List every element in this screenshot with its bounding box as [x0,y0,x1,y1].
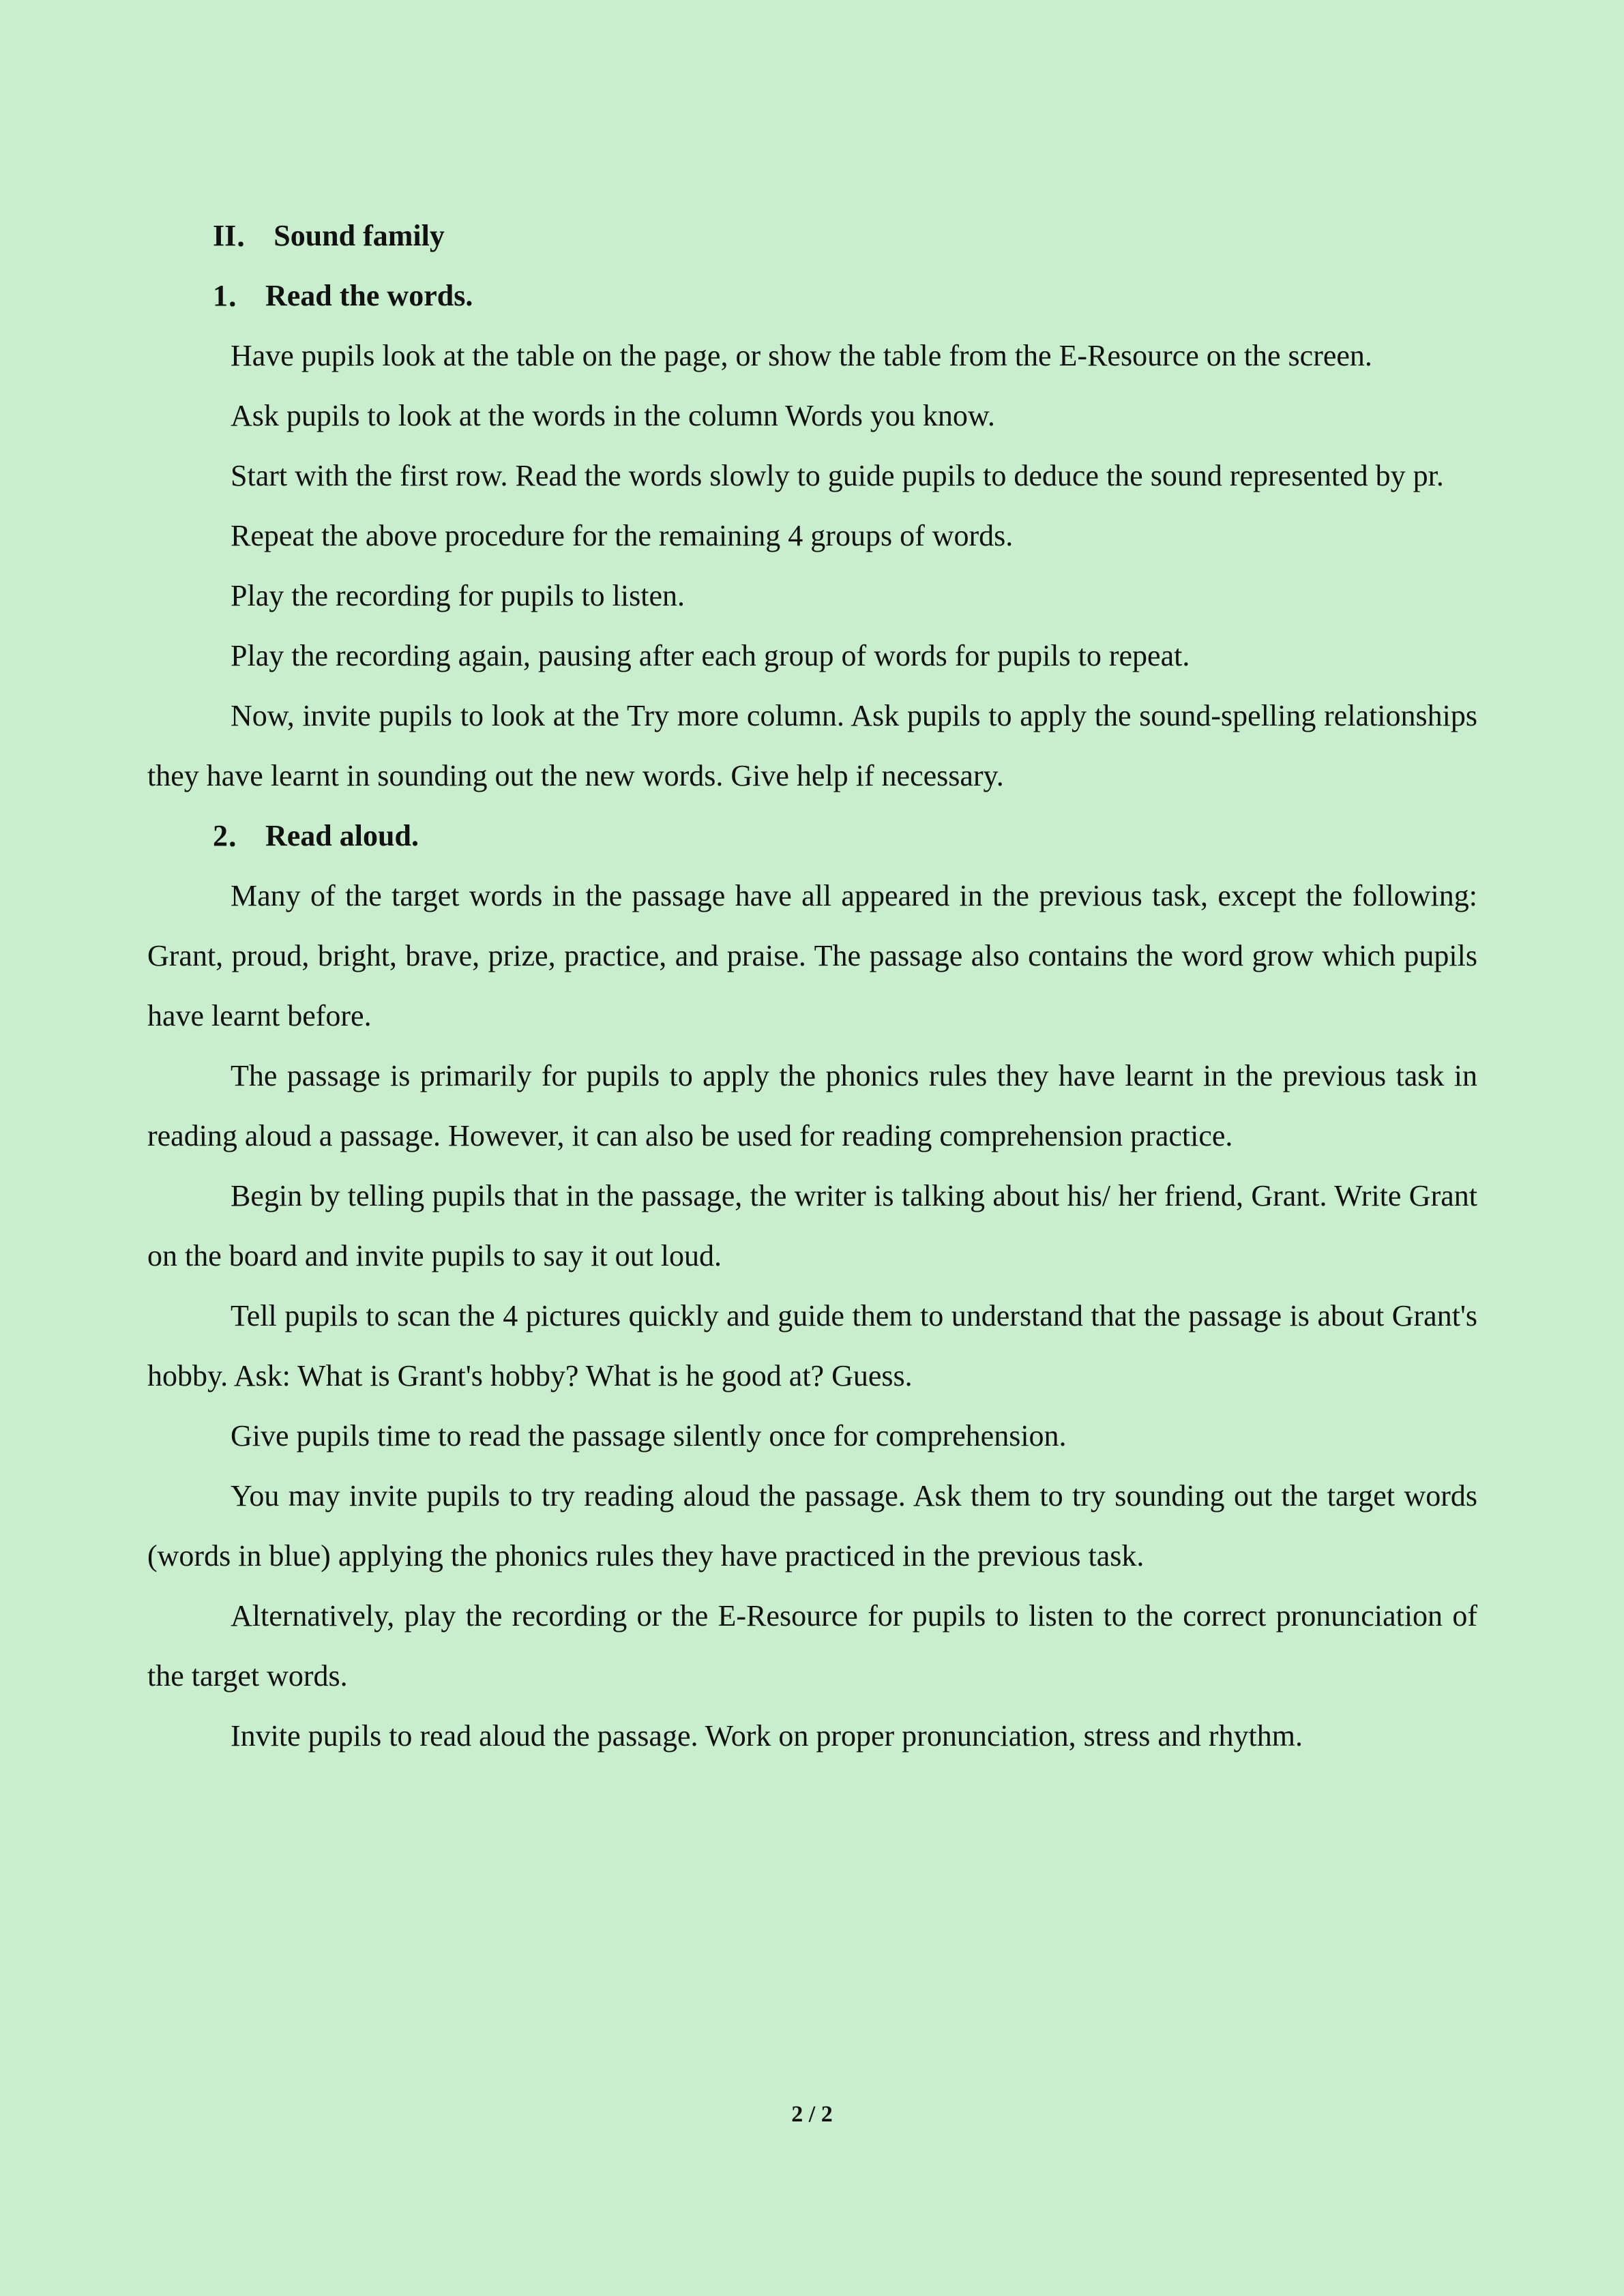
list-item [147,1466,1477,1586]
subsection-heading-read-aloud: 2． Read aloud. [213,819,419,852]
list-item [147,1166,1477,1286]
list-item-text: Begin by telling pupils that in the passage, the writer is talking about his/ her friend, Grant. Write Grant on the board and invite pupils to say it out loud. [147,1179,1477,1272]
list-item [147,506,1477,566]
page-number: 2 / 2 [791,2102,833,2127]
list-item-text: Play the recording again, pausing after each group of words for pupils to repeat. [231,639,1190,672]
list-item [147,1406,1477,1466]
list-item-text: Play the recording for pupils to listen. [231,579,685,612]
list-item-text: Ask pupils to look at the words in the column Words you know. [231,399,995,432]
list-item [147,626,1477,686]
list-item-text: You may invite pupils to try reading aloud the passage. Ask them to try sounding out the target words (words in blue) applying the phonics rules they have practiced in the previous task. [147,1479,1477,1572]
subsection-heading-read-the-words: 1． Read the words. [213,279,473,312]
list-item-text: Give pupils time to read the passage silently once for comprehension. [231,1419,1067,1452]
list-item-text: The passage is primarily for pupils to apply the phonics rules they have learnt in the previous task in reading aloud a passage. However, it can also be used for reading comprehension practice. [147,1059,1477,1152]
list-item [147,386,1477,446]
list-item [147,1046,1477,1166]
document-body [147,206,1477,1766]
list-item [147,566,1477,626]
list-item-text: Repeat the above procedure for the remaining 4 groups of words. [231,519,1014,552]
list-item [147,1286,1477,1406]
list-item-text: Invite pupils to read aloud the passage. Work on proper pronunciation, stress and rhythm. [231,1719,1303,1753]
list-item [147,1586,1477,1706]
list-item [147,1706,1477,1766]
list-item [147,326,1477,386]
list-item-text: Start with the first row. Read the words slowly to guide pupils to deduce the sound represented by pr. [231,459,1444,492]
list-item [147,446,1477,506]
list-item-text: Have pupils look at the table on the page, or show the table from the E-Resource on the screen. [231,339,1372,372]
list-item-text: Many of the target words in the passage have all appeared in the previous task, except the following: Grant, proud, bright, brave, prize, practice, and praise. The passage also contains the word grow which pupils have learnt before. [147,879,1477,1032]
list-item [147,686,1477,806]
list-item-text: Alternatively, play the recording or the E-Resource for pupils to listen to the correct pronunciation of the target words. [147,1599,1477,1693]
list-item-text: Tell pupils to scan the 4 pictures quickly and guide them to understand that the passage is about Grant's hobby. Ask: What is Grant's hobby? What is he good at? Guess. [147,1299,1477,1392]
list-item-text: Now, invite pupils to look at the Try more column. Ask pupils to apply the sound-spelling relationships they have learnt in sounding out the new words. Give help if necessary. [147,699,1477,792]
list-item [147,866,1477,1046]
section-heading: II． Sound family [213,219,445,252]
